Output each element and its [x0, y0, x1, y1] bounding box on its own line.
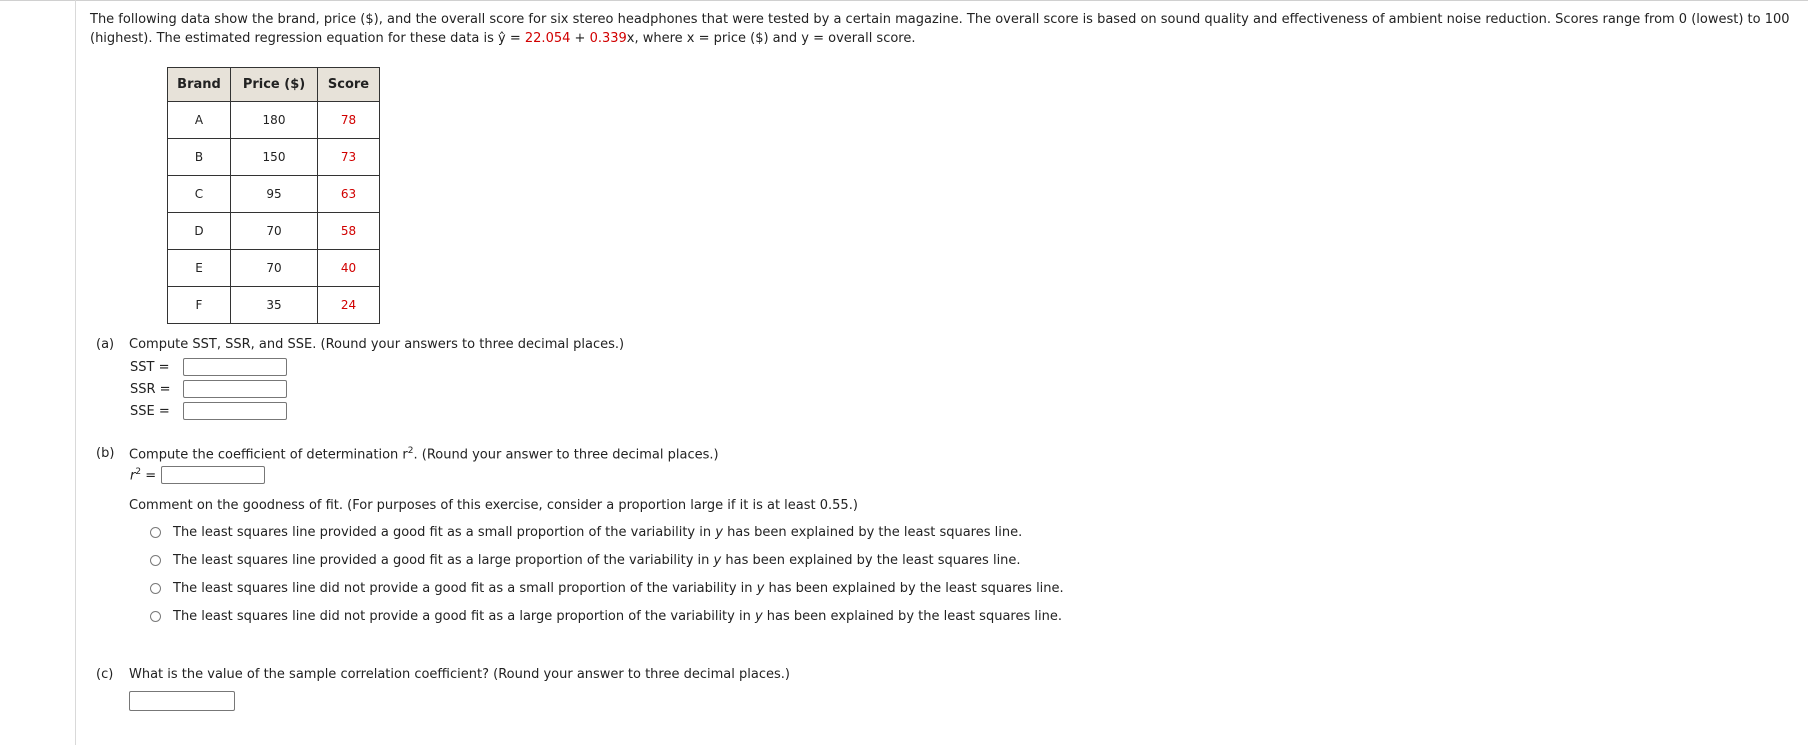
header-price: Price ($) — [231, 68, 318, 102]
table-row — [168, 139, 380, 176]
price-cell: 95 — [231, 176, 318, 213]
r2-input[interactable] — [161, 466, 265, 484]
fit-option-3-text: The least squares line did not provide a good fit as a small proportion of the variability in y has been explained by the least squares line. — [173, 581, 1064, 596]
radio-button[interactable] — [150, 527, 161, 538]
part-b-question-prefix: Compute the coefficient of determination r — [129, 447, 408, 463]
table-row — [168, 176, 380, 213]
intro-line1: The following data show the brand, price ($), and the overall score for six stereo headphones that were tested by a certain magazine. The overall score is based on sound quality and effectiveness of ambient noise reduction. Scores range from 0 (lowest) to 100 — [90, 12, 1790, 27]
fit-option-2-text: The least squares line provided a good fit as a large proportion of the variability in y has been explained by the least squares line. — [173, 553, 1021, 568]
fit-option-4-text: The least squares line did not provide a good fit as a large proportion of the variability in y has been explained by the least squares line. — [173, 609, 1062, 624]
left-divider — [75, 0, 76, 745]
brand-cell: E — [168, 250, 231, 287]
price-cell: 180 — [231, 102, 318, 139]
radio-button[interactable] — [150, 583, 161, 594]
correlation-input[interactable] — [129, 691, 235, 711]
table-row — [168, 102, 380, 139]
r2-row — [130, 466, 265, 484]
part-b — [90, 420, 1800, 624]
part-b-question-sup: 2 — [407, 446, 414, 456]
price-cell: 35 — [231, 287, 318, 324]
headphones-data-table — [167, 67, 380, 324]
fit-option-1[interactable] — [150, 525, 1022, 540]
radio-button[interactable] — [150, 555, 161, 566]
price-cell: 150 — [231, 139, 318, 176]
sst-row — [130, 358, 287, 376]
part-a-label: (a) — [96, 337, 115, 352]
question-content — [90, 10, 1800, 682]
fit-option-1-text: The least squares line provided a good fit as a small proportion of the variability in y has been explained by the least squares line. — [173, 525, 1023, 540]
intro-line2-suffix: x, where x = price ($) and y = overall score. — [626, 31, 916, 46]
r2-eq: = — [141, 468, 157, 484]
header-score: Score — [318, 68, 380, 102]
brand-cell: D — [168, 213, 231, 250]
part-c-question: What is the value of the sample correlation coefficient? (Round your answer to three decimal places.) — [129, 667, 790, 682]
part-a-question: Compute SST, SSR, and SSE. (Round your answers to three decimal places.) — [129, 337, 625, 352]
r2-label — [130, 467, 161, 483]
sse-label: SSE = — [130, 403, 170, 419]
part-c-label: (c) — [96, 667, 114, 682]
ssr-row — [130, 380, 287, 398]
brand-cell: F — [168, 287, 231, 324]
score-cell: 24 — [318, 287, 380, 324]
r2-symbol: r — [130, 468, 136, 484]
part-a — [90, 324, 1800, 420]
plus-sign: + — [570, 31, 590, 46]
score-cell: 78 — [318, 102, 380, 139]
slope-value: 0.339 — [589, 31, 627, 46]
correlation-row — [129, 691, 235, 711]
header-brand: Brand — [168, 68, 231, 102]
sst-label: SST = — [130, 359, 170, 375]
brand-cell: B — [168, 139, 231, 176]
table-row — [168, 287, 380, 324]
top-border — [0, 0, 1808, 4]
sse-input[interactable] — [183, 402, 287, 420]
brand-cell: A — [168, 102, 231, 139]
score-cell: 40 — [318, 250, 380, 287]
score-cell: 73 — [318, 139, 380, 176]
comment-prompt: Comment on the goodness of fit. (For purposes of this exercise, consider a proportion large if it is at least 0.55.) — [129, 498, 858, 513]
sst-input[interactable] — [183, 358, 287, 376]
part-b-question — [129, 446, 719, 462]
ssr-input[interactable] — [183, 380, 287, 398]
score-cell: 58 — [318, 213, 380, 250]
brand-cell: C — [168, 176, 231, 213]
table-header-row — [168, 68, 380, 102]
score-cell: 63 — [318, 176, 380, 213]
fit-option-3[interactable] — [150, 581, 1064, 596]
table-row — [168, 250, 380, 287]
part-c — [90, 600, 1800, 682]
sse-row — [130, 402, 287, 420]
intercept-value: 22.054 — [524, 31, 571, 46]
part-b-question-suffix: . (Round your answer to three decimal places.) — [413, 447, 719, 463]
problem-intro — [90, 10, 1800, 48]
price-cell: 70 — [231, 213, 318, 250]
r2-sup: 2 — [135, 466, 142, 477]
table-row — [168, 213, 380, 250]
ssr-label: SSR = — [130, 381, 171, 397]
intro-line2-prefix: (highest). The estimated regression equation for these data is ŷ = — [90, 31, 525, 46]
price-cell: 70 — [231, 250, 318, 287]
fit-option-2[interactable] — [150, 553, 1021, 568]
part-b-label: (b) — [96, 446, 115, 461]
